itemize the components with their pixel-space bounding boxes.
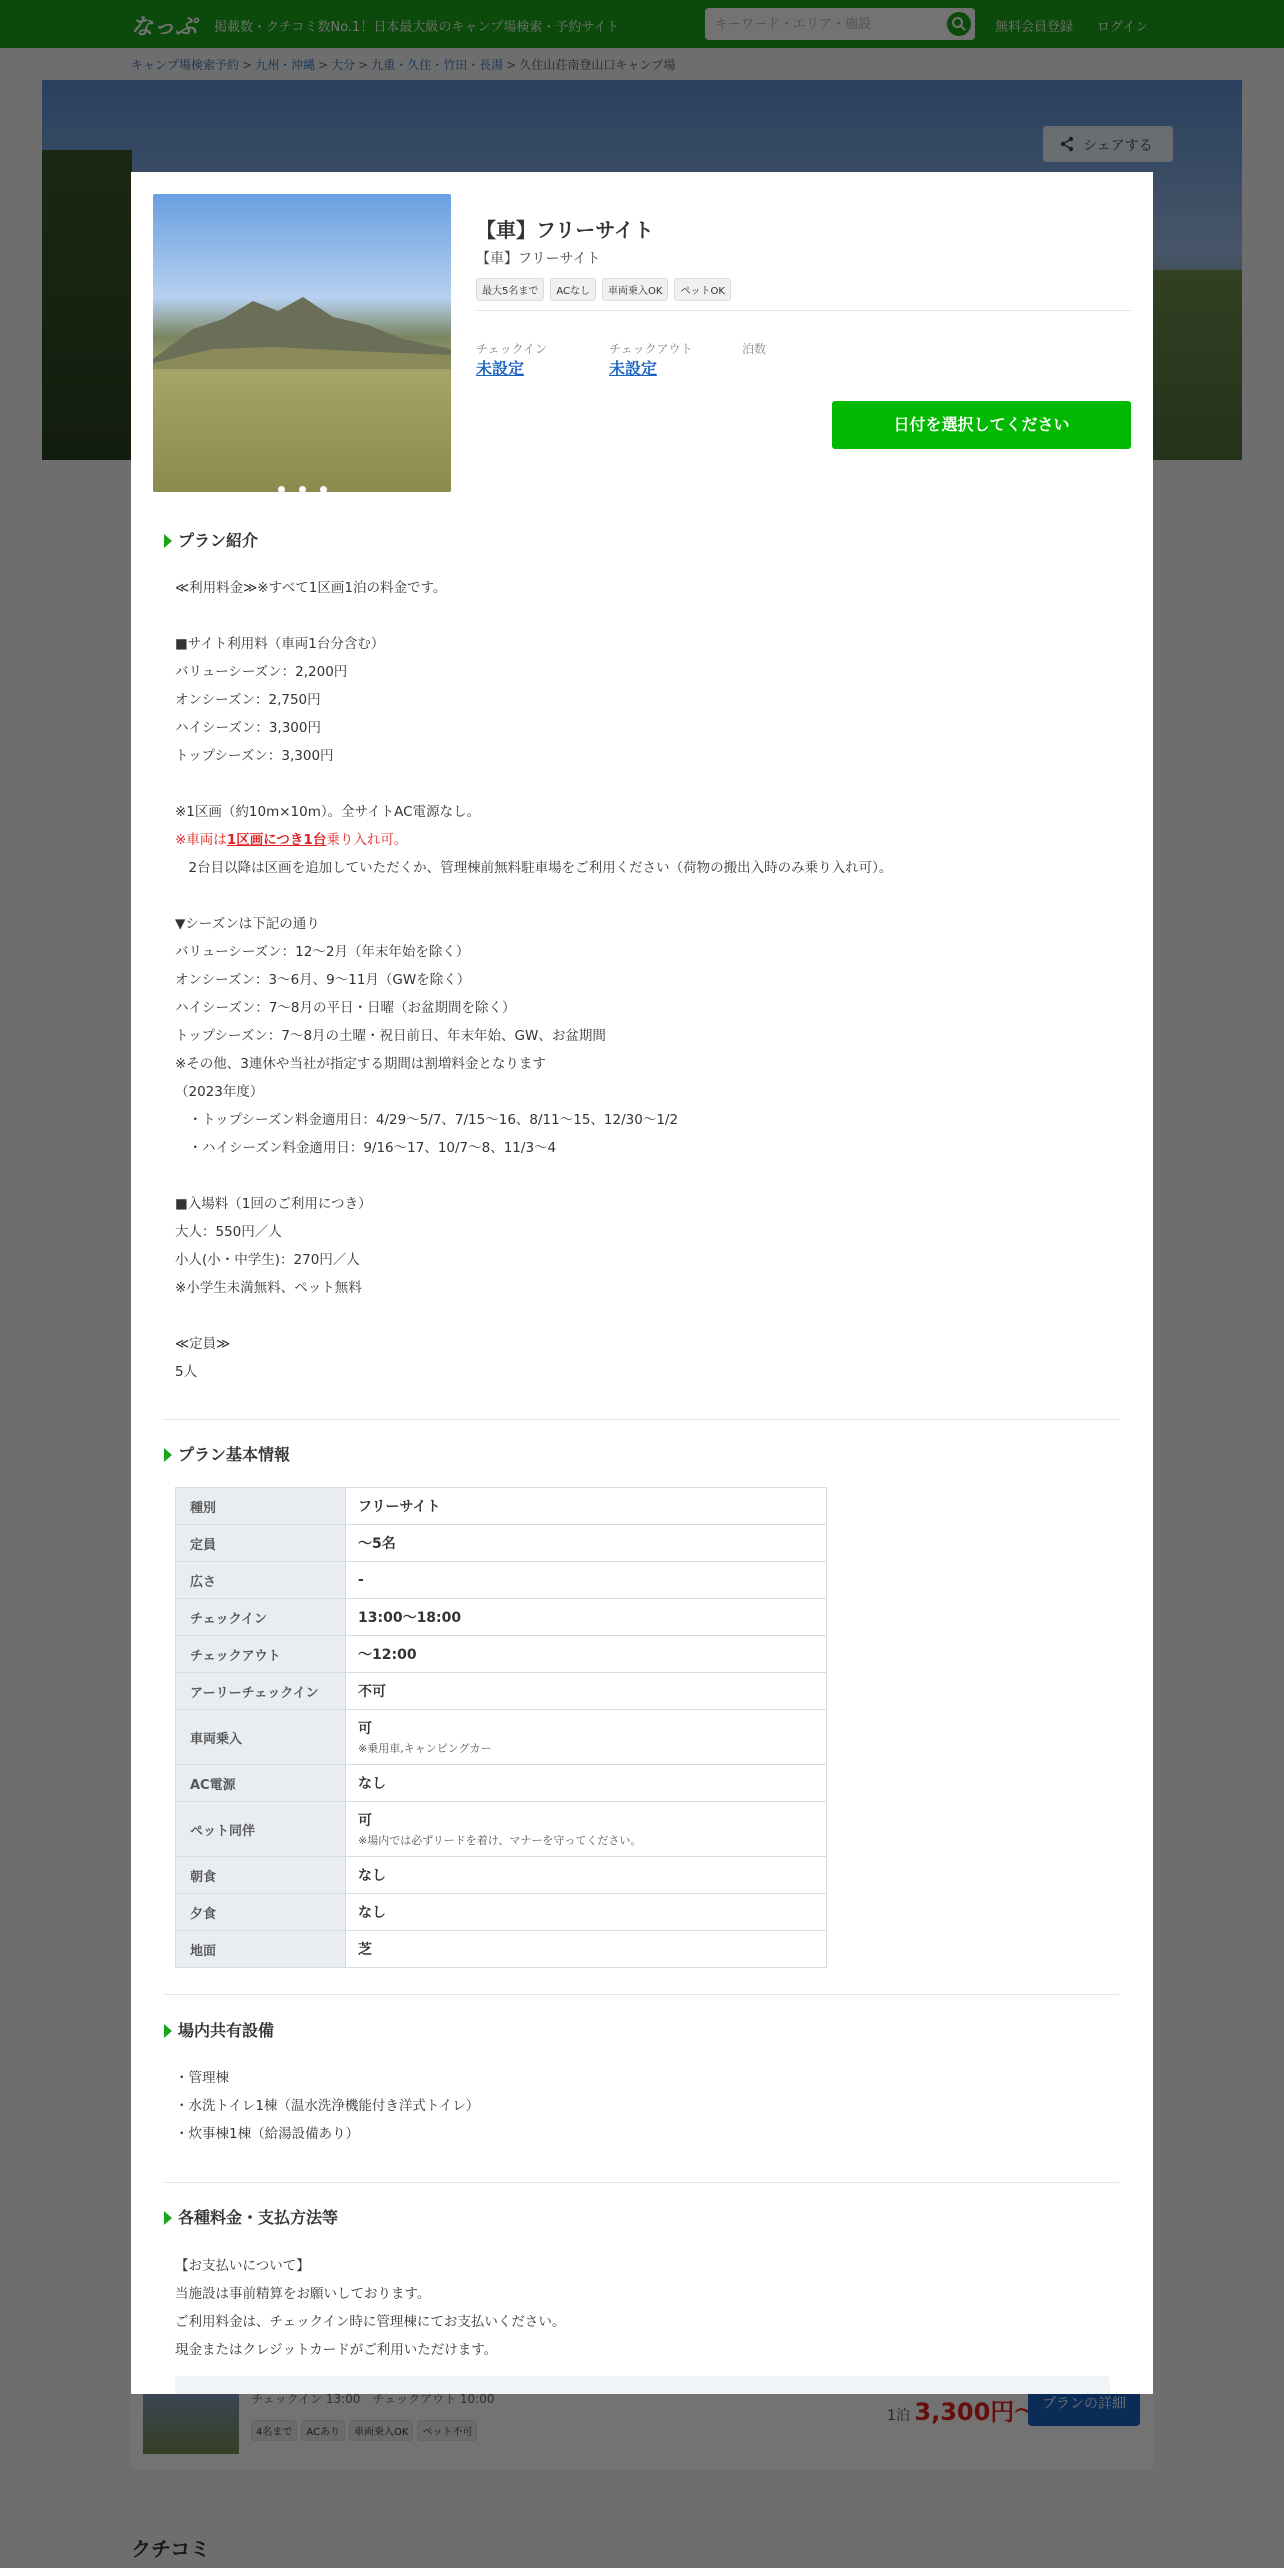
plan-tag: 車両乗入OK [602, 278, 668, 301]
fees-heading: 各種料金・支払方法等 [164, 2205, 338, 2228]
info-value: 〜12:00 [358, 1647, 417, 1663]
info-label: 夕食 [176, 1894, 346, 1931]
facility-item: ・炊事棟1棟（給湯設備あり） [175, 2126, 360, 2142]
divider [164, 1994, 1119, 1995]
mountain-illustration [153, 289, 451, 369]
plan-intro-line: ▼シーズンは下記の通り [175, 916, 320, 932]
plan-intro-line: バリューシーズン：12～2月（年末年始を除く） [175, 944, 470, 960]
notice-box [175, 2376, 1110, 2394]
plan-intro-line: オンシーズン：2,750円 [175, 692, 321, 708]
plan-intro-line: 大人：550円／人 [175, 1224, 282, 1240]
checkout-value[interactable]: 未設定 [609, 359, 658, 378]
notice-prefix: ※車両は [175, 832, 227, 848]
info-value: なし [358, 1905, 386, 1921]
info-value-cell [346, 1488, 827, 1525]
info-value-cell [346, 1710, 827, 1765]
plan-intro-line: ※その他、3連休や当社が指定する期間は割増料金となります [175, 1056, 546, 1072]
plan-tag: ACなし [550, 278, 596, 301]
plan-intro-text [175, 574, 1115, 1386]
plan-intro-line [175, 882, 1115, 910]
plan-intro-line: トップシーズン：3,300円 [175, 748, 334, 764]
info-value-cell [346, 1802, 827, 1857]
fees-line: 現金またはクレジットカードがご利用いただけます。 [175, 2342, 498, 2358]
plan-intro-line: （2023年度） [175, 1084, 264, 1100]
plan-intro-line: 2台目以降は区画を追加していただくか、管理棟前無料駐車場をご利用ください（荷物の搬出入時のみ乗り入れ可）。 [175, 860, 893, 876]
select-date-button[interactable]: 日付を選択してください [832, 401, 1131, 449]
info-value-cell [346, 1931, 827, 1968]
info-row [176, 1857, 827, 1894]
carousel-dots [153, 478, 451, 497]
info-row [176, 1488, 827, 1525]
plan-subtitle: 【車】フリーサイト [476, 251, 601, 267]
plan-intro-line: バリューシーズン：2,200円 [175, 664, 348, 680]
plan-intro-line: オンシーズン：3～6月、9～11月（GWを除く） [175, 972, 471, 988]
info-note: ※場内では必ずリードを着け、マナーを守ってください。 [358, 1834, 642, 1847]
vehicle-limit-notice [175, 826, 1115, 854]
info-value-cell [346, 1857, 827, 1894]
info-label: 種別 [176, 1488, 346, 1525]
info-label: チェックイン [176, 1599, 346, 1636]
plan-tag: ペットOK [674, 278, 730, 301]
info-row [176, 1636, 827, 1673]
info-value: - [358, 1572, 364, 1588]
plan-photo-carousel[interactable] [153, 194, 451, 492]
plan-detail-modal [131, 172, 1153, 2394]
plan-tags [476, 278, 737, 301]
info-row [176, 1525, 827, 1562]
info-label: ペット同伴 [176, 1802, 346, 1857]
info-value-cell [346, 1525, 827, 1562]
notice-suffix: 乗り入れ可。 [326, 832, 408, 848]
fees-line: ご利用料金は、チェックイン時に管理棟にてお支払いください。 [175, 2314, 566, 2330]
facilities-heading: 場内共有設備 [164, 2018, 274, 2041]
info-value-cell [346, 1636, 827, 1673]
info-value: なし [358, 1776, 386, 1792]
carousel-dot[interactable] [320, 486, 327, 493]
info-value-cell [346, 1765, 827, 1802]
info-label: 朝食 [176, 1857, 346, 1894]
divider [164, 2182, 1119, 2183]
plan-intro-line: ≪利用料金≫※すべて1区画1泊の料金です。 [175, 580, 447, 596]
info-label: アーリーチェックイン [176, 1673, 346, 1710]
plan-intro-line: ハイシーズン：7～8月の平日・日曜（お盆期間を除く） [175, 1000, 516, 1016]
carousel-dot[interactable] [299, 486, 306, 493]
checkin-value[interactable]: 未設定 [476, 359, 525, 378]
info-label: AC電源 [176, 1765, 346, 1802]
info-label: 広さ [176, 1562, 346, 1599]
facility-item: ・管理棟 [175, 2070, 229, 2086]
plan-intro-line: ※1区画（約10m×10m）。全サイトAC電源なし。 [175, 804, 481, 820]
info-label: 車両乗入 [176, 1710, 346, 1765]
info-label: 定員 [176, 1525, 346, 1562]
notice-emphasis: 1区画につき1台 [226, 832, 327, 848]
plan-intro-line: 5人 [175, 1364, 198, 1380]
info-value: 不可 [358, 1684, 386, 1700]
plan-intro-line: ■サイト利用料（車両1台分含む） [175, 636, 385, 652]
plan-intro-line: 小人(小・中学生)：270円／人 [175, 1252, 360, 1268]
info-value: 〜5名 [358, 1536, 396, 1552]
divider [476, 310, 1131, 311]
plan-intro-line: ・ハイシーズン料金適用日：9/16～17、10/7～8、11/3～4 [175, 1140, 557, 1156]
plan-intro-line [175, 1302, 1115, 1330]
info-label: チェックアウト [176, 1636, 346, 1673]
fees-line: 【お支払いについて】 [175, 2258, 310, 2274]
info-row [176, 1673, 827, 1710]
info-row [176, 1562, 827, 1599]
info-row [176, 1802, 827, 1857]
info-row [176, 1894, 827, 1931]
plan-intro-line: ■入場料（1回のご利用につき） [175, 1196, 372, 1212]
fees-text [175, 2252, 1075, 2364]
info-value-cell [346, 1673, 827, 1710]
plan-intro-heading: プラン紹介 [164, 528, 258, 551]
info-note: ※乗用車,キャンピングカー [358, 1742, 492, 1755]
plan-intro-line: トップシーズン：7～8月の土曜・祝日前日、年末年始、GW、お盆期間 [175, 1028, 606, 1044]
plan-intro-line: ※小学生未満無料、ペット無料 [175, 1280, 362, 1296]
info-value: 可 [358, 1721, 372, 1737]
divider [164, 1419, 1119, 1420]
facilities-list [175, 2064, 1075, 2148]
plan-intro-line [175, 770, 1115, 798]
checkin-label: チェックイン [476, 342, 548, 356]
info-row [176, 1931, 827, 1968]
plan-tag: 最大5名まで [476, 278, 544, 301]
plan-intro-line [175, 602, 1115, 630]
info-value-cell [346, 1599, 827, 1636]
info-row [176, 1765, 827, 1802]
fees-line: 当施設は事前精算をお願いしております。 [175, 2286, 431, 2302]
info-value-cell [346, 1562, 827, 1599]
carousel-dot[interactable] [278, 486, 285, 493]
plan-intro-line: ・トップシーズン料金適用日：4/29～5/7、7/15～16、8/11～15、12/30～1/2 [175, 1112, 679, 1128]
plan-intro-line: ハイシーズン：3,300円 [175, 720, 321, 736]
facility-item: ・水洗トイレ1棟（温水洗浄機能付き洋式トイレ） [175, 2098, 480, 2114]
checkout-label: チェックアウト [609, 342, 693, 356]
plan-title: 【車】フリーサイト [476, 218, 654, 242]
info-value-cell [346, 1894, 827, 1931]
nights-label: 泊数 [742, 342, 767, 356]
plan-intro-line: ≪定員≫ [175, 1336, 231, 1352]
info-value: なし [358, 1868, 386, 1884]
info-row [176, 1710, 827, 1765]
basic-info-table [175, 1487, 827, 1968]
info-label: 地面 [176, 1931, 346, 1968]
info-value: 芝 [358, 1942, 372, 1958]
info-row [176, 1599, 827, 1636]
info-value: 13:00〜18:00 [358, 1610, 462, 1626]
basic-info-heading: プラン基本情報 [164, 1442, 290, 1465]
info-value: 可 [358, 1813, 372, 1829]
info-value: フリーサイト [358, 1499, 441, 1515]
plan-intro-line [175, 1162, 1115, 1190]
